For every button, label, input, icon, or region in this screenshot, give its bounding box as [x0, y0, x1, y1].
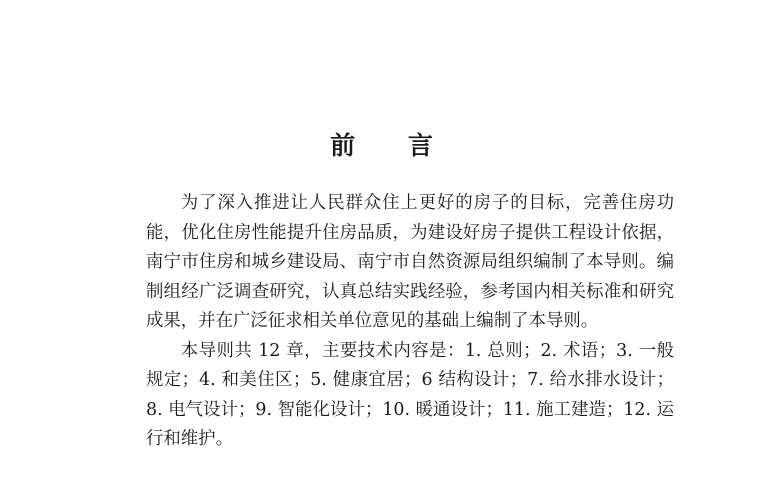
page-title: 前 言 [330, 131, 455, 160]
document-body [146, 189, 674, 455]
paragraph-contents: 本导则共 12 章，主要技术内容是：1. 总则；2. 术语；3. 一般规定；4. 和美住区；5. 健康宜居；6 结构设计；7. 给水排水设计；8. 电气设计；9. 智能化设计；10. 暖通设计；11. 施工建造；12. 运行和维护。 [146, 340, 674, 449]
paragraph-intro: 为了深入推进让人民群众住上更好的房子的目标，完善住房功能，优化住房性能提升住房品质，为建设好房子提供工程设计依据，南宁市住房和城乡建设局、南宁市自然资源局组织编制了本导则。编制组经广泛调查研究，认真总结实践经验，参考国内相关标准和研究成果，并在广泛征求相关单位意见的基础上编制了本导则。 [146, 193, 674, 331]
